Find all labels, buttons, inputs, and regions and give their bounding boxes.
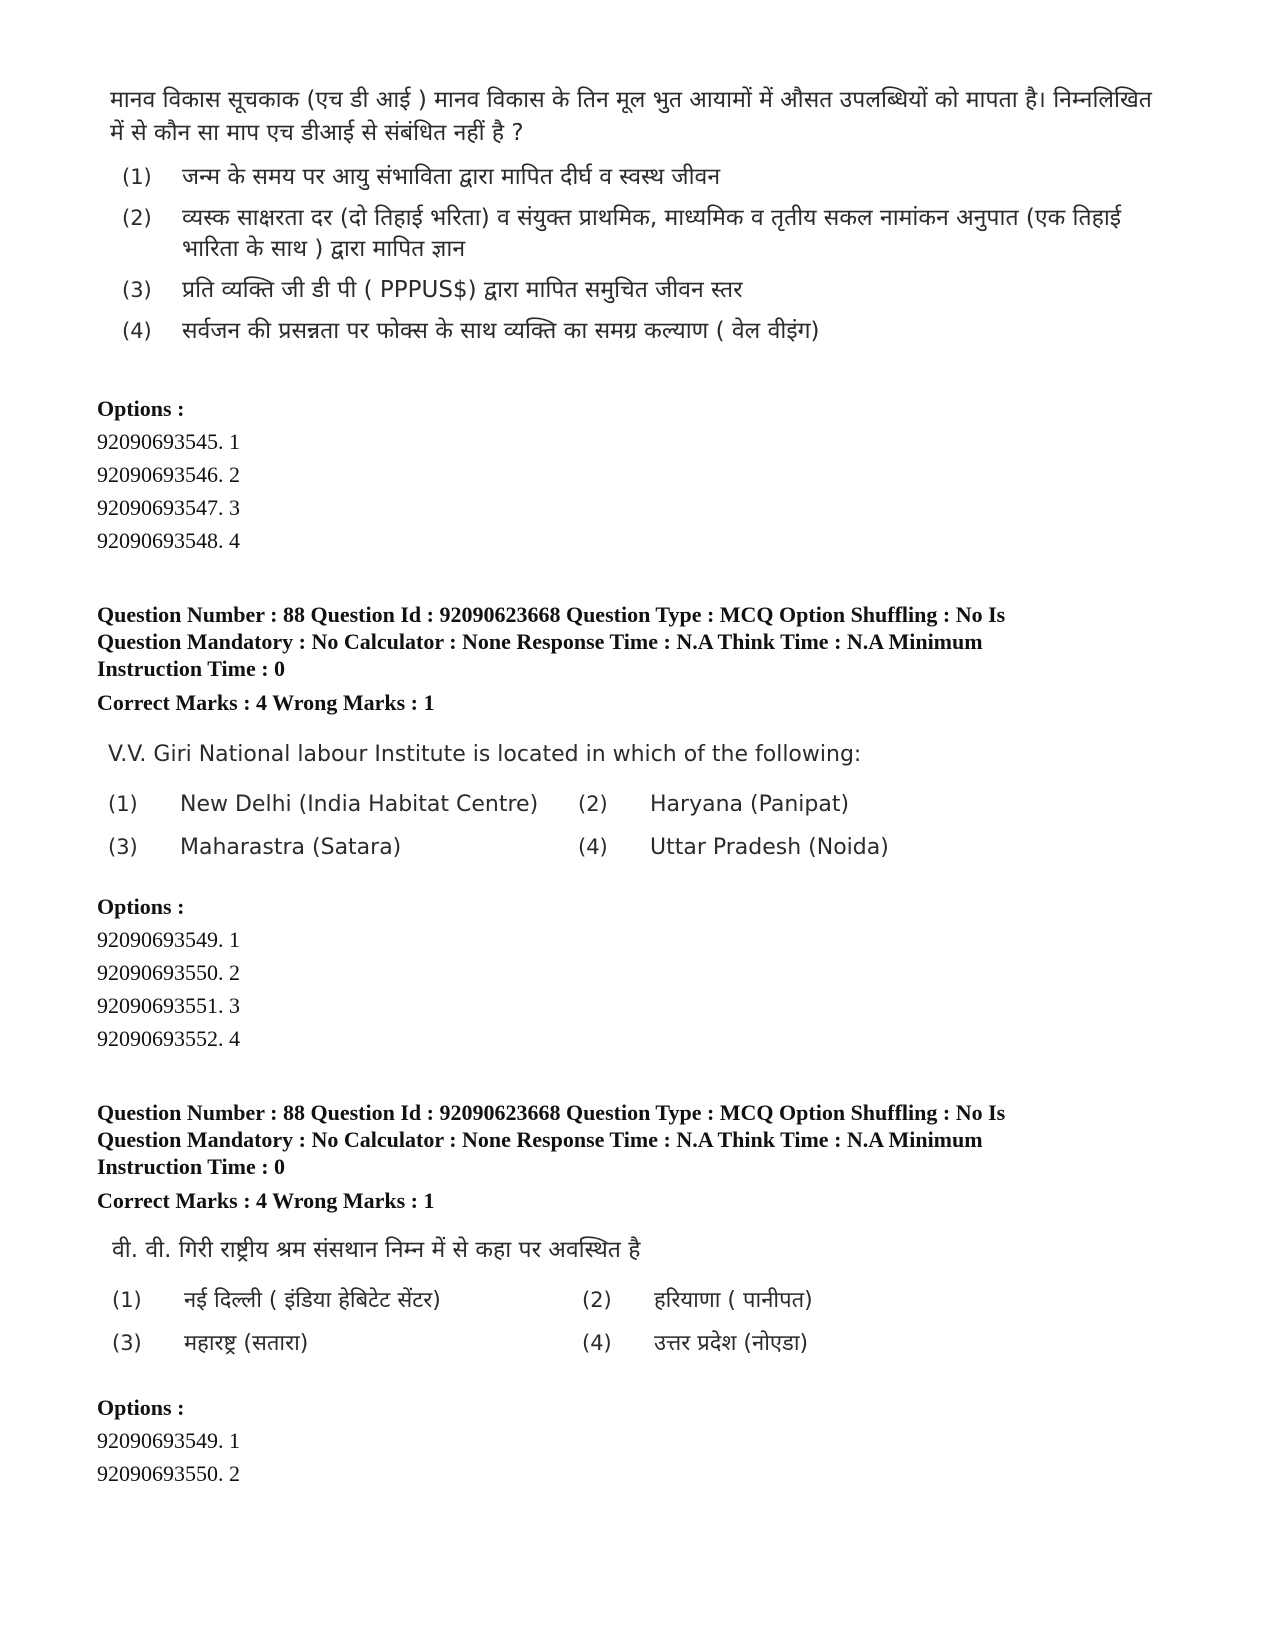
question-88-hindi (112, 1234, 1172, 1359)
choice-4 (110, 316, 1170, 347)
question-87-hindi (110, 84, 1170, 347)
choice-text: जन्म के समय पर आयु संभाविता द्वारा मापित दीर्घ व स्वस्थ जीवन (182, 164, 721, 190)
meta-line: Question Mandatory : No Calculator : None Response Time : N.A Think Time : N.A Minimum (97, 1127, 983, 1152)
choice-number: (4) (582, 1331, 612, 1355)
choice-4 (578, 832, 1048, 863)
choice-text: प्रति व्यक्ति जी डी पी ( PPPUS$) द्वारा मापित समुचित जीवन स्तर (182, 277, 743, 303)
choices-grid (108, 789, 1168, 863)
option-item: 92090693549. 1 (97, 1428, 240, 1453)
marks-line: Correct Marks : 4 Wrong Marks : 1 (97, 1188, 435, 1213)
choice-3 (110, 275, 1170, 306)
options-list-3 (97, 1391, 240, 1490)
choices-grid (112, 1285, 1172, 1359)
choice-2 (582, 1285, 1052, 1316)
choice-number: (1) (122, 165, 152, 189)
option-item: 92090693545. 1 (97, 429, 240, 454)
option-item: 92090693546. 2 (97, 462, 240, 487)
meta-line: Instruction Time : 0 (97, 656, 286, 681)
choice-number: (4) (578, 835, 608, 859)
option-item: 92090693548. 4 (97, 528, 240, 553)
choice-3 (112, 1328, 582, 1359)
choice-text: सर्वजन की प्रसन्नता पर फोक्स के साथ व्यक्ति का समग्र कल्याण ( वेल वीइंग) (182, 318, 820, 344)
question-stem: वी. वी. गिरी राष्ट्रीय श्रम संसथान निम्न में से कहा पर अवस्थित है (112, 1237, 641, 1263)
marks-line: Correct Marks : 4 Wrong Marks : 1 (97, 690, 435, 715)
meta-line: Question Mandatory : No Calculator : None Response Time : N.A Think Time : N.A Minimum (97, 629, 983, 654)
choice-number: (1) (112, 1288, 142, 1312)
question-stem: V.V. Giri National labour Institute is located in which of the following: (108, 742, 862, 767)
choice-number: (4) (122, 319, 152, 343)
option-item: 92090693549. 1 (97, 927, 240, 952)
option-item: 92090693551. 3 (97, 993, 240, 1018)
meta-line: Question Number : 88 Question Id : 92090623668 Question Type : MCQ Option Shuffling : No Is (97, 1100, 1006, 1125)
choice-text: हरियाणा ( पानीपत) (654, 1288, 813, 1313)
choice-2 (578, 789, 1048, 820)
choice-text: नई दिल्ली ( इंडिया हेबिटेट सेंटर) (184, 1288, 441, 1313)
choice-number: (2) (582, 1288, 612, 1312)
options-list-1 (97, 392, 240, 557)
options-title: Options : (97, 894, 185, 919)
option-item: 92090693550. 2 (97, 960, 240, 985)
choice-number: (2) (122, 206, 152, 230)
choice-text: New Delhi (India Habitat Centre) (180, 792, 539, 817)
choice-3 (108, 832, 578, 863)
choice-2 (110, 203, 1170, 265)
question-stem: मानव विकास सूचकाक (एच डी आई ) मानव विकास के तिन मूल भुत आयामों में औसत उपलब्धियों को मापता है। निम्नलिखित में से कौन सा माप एच डीआई से संबंधित नहीं है ? (110, 87, 1152, 146)
question-meta-2 (97, 1099, 1207, 1214)
choice-text: व्यस्क साक्षरता दर (दो तिहाई भरिता) व संयुक्त प्राथमिक, माध्यमिक व तृतीय सकल नामांकन अनुपात (एक तिहाई भारिता के साथ ) द्वारा मापित ज्ञान (182, 205, 1122, 262)
choice-1 (110, 162, 1170, 193)
choice-text: Maharastra (Satara) (180, 835, 402, 860)
choice-number: (3) (112, 1331, 142, 1355)
option-item: 92090693547. 3 (97, 495, 240, 520)
choice-number: (2) (578, 792, 608, 816)
choice-number: (3) (122, 278, 152, 302)
choice-number: (1) (108, 792, 138, 816)
choice-4 (582, 1328, 1052, 1359)
option-item: 92090693550. 2 (97, 1461, 240, 1486)
meta-line: Question Number : 88 Question Id : 92090623668 Question Type : MCQ Option Shuffling : No Is (97, 602, 1006, 627)
choice-text: महारष्ट्र (सतारा) (184, 1331, 309, 1356)
choice-text: Uttar Pradesh (Noida) (650, 835, 889, 860)
question-88-english (108, 738, 1168, 863)
option-item: 92090693552. 4 (97, 1026, 240, 1051)
options-list-2 (97, 890, 240, 1055)
question-meta-1 (97, 601, 1207, 716)
choice-number: (3) (108, 835, 138, 859)
choice-text: Haryana (Panipat) (650, 792, 850, 817)
meta-line: Instruction Time : 0 (97, 1154, 286, 1179)
choice-text: उत्तर प्रदेश (नोएडा) (654, 1331, 809, 1356)
options-title: Options : (97, 396, 185, 421)
options-title: Options : (97, 1395, 185, 1420)
choice-1 (112, 1285, 582, 1316)
choice-1 (108, 789, 578, 820)
